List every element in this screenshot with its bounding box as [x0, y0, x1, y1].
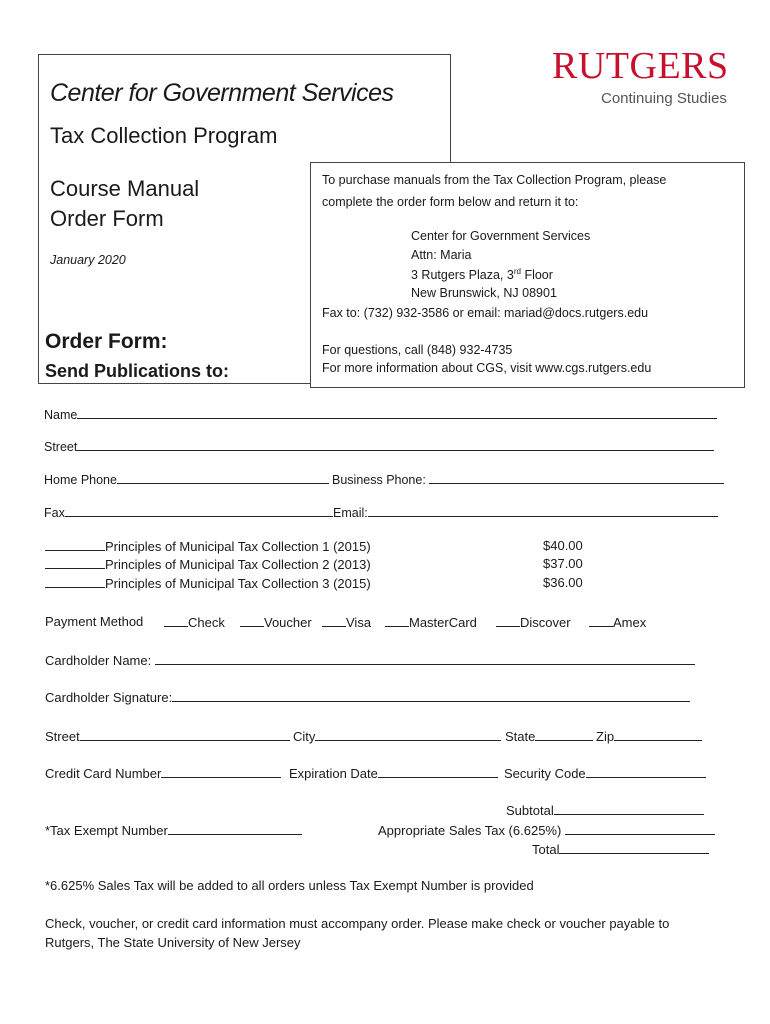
sales-tax-note: *6.625% Sales Tax will be added to all orders unless Tax Exempt Number is provided	[45, 878, 534, 893]
payment-discover-option[interactable]: Discover	[496, 614, 571, 630]
rutgers-logo: RUTGERS	[552, 45, 729, 87]
street-field[interactable]: Street	[44, 438, 714, 454]
card-state-field[interactable]: State	[505, 728, 593, 744]
intro-line1: To purchase manuals from the Tax Collection Program, please	[322, 173, 667, 187]
fax-field[interactable]: Fax	[44, 504, 333, 520]
payment-visa-option[interactable]: Visa	[322, 614, 371, 630]
payable-note-line1: Check, voucher, or credit card information must accompany order. Please make check or voucher payable to	[45, 916, 670, 931]
manual-title-line2: Order Form	[50, 206, 164, 231]
home-phone-field[interactable]: Home Phone	[44, 471, 329, 487]
card-city-field[interactable]: City	[293, 728, 501, 744]
card-zip-field[interactable]: Zip	[596, 728, 702, 744]
publication-item-1[interactable]: Principles of Municipal Tax Collection 1 (2015)	[45, 538, 371, 554]
address-line3: 3 Rutgers Plaza, 3rd Floor	[411, 267, 553, 283]
address-line4: New Brunswick, NJ 08901	[411, 286, 557, 300]
security-code-field[interactable]: Security Code	[504, 765, 706, 781]
payment-check-option[interactable]: Check	[164, 614, 225, 630]
date-label: January 2020	[50, 253, 126, 267]
expiration-date-field[interactable]: Expiration Date	[289, 765, 498, 781]
center-title: Center for Government Services	[50, 79, 394, 107]
publication-item-3[interactable]: Principles of Municipal Tax Collection 3 (2015)	[45, 575, 371, 591]
continuing-studies-label: Continuing Studies	[601, 90, 727, 107]
payment-mastercard-option[interactable]: MasterCard	[385, 614, 477, 630]
cardholder-signature-field[interactable]: Cardholder Signature:	[45, 689, 690, 705]
name-field[interactable]: Name	[44, 406, 717, 422]
tax-exempt-number-field[interactable]: *Tax Exempt Number	[45, 822, 302, 838]
publication-item-2[interactable]: Principles of Municipal Tax Collection 2 (2013)	[45, 556, 371, 572]
publication-price-3: $36.00	[543, 575, 583, 590]
publication-price-1: $40.00	[543, 538, 583, 553]
program-title: Tax Collection Program	[50, 123, 278, 148]
payment-amex-option[interactable]: Amex	[589, 614, 646, 630]
card-street-field[interactable]: Street	[45, 728, 290, 744]
card-number-field[interactable]: Credit Card Number	[45, 765, 281, 781]
email-field[interactable]: Email:	[333, 504, 718, 520]
send-publications-heading: Send Publications to:	[45, 361, 230, 381]
more-info-line: For more information about CGS, visit www.cgs.rutgers.edu	[322, 361, 652, 375]
business-phone-field[interactable]: Business Phone:	[332, 471, 724, 487]
subtotal-field[interactable]: Subtotal	[506, 802, 704, 818]
fax-email-line: Fax to: (732) 932-3586 or email: mariad@docs.rutgers.edu	[322, 306, 649, 320]
address-line2: Attn: Maria	[411, 248, 472, 262]
questions-line: For questions, call (848) 932-4735	[322, 343, 513, 357]
order-form-heading: Order Form:	[45, 330, 168, 353]
info-box	[310, 162, 745, 388]
sales-tax-field[interactable]: Appropriate Sales Tax (6.625%)	[378, 822, 715, 838]
payment-method-label: Payment Method	[45, 614, 144, 629]
payable-note-line2: Rutgers, The State University of New Jersey	[45, 935, 301, 950]
publication-price-2: $37.00	[543, 556, 583, 571]
payment-voucher-option[interactable]: Voucher	[240, 614, 312, 630]
total-field[interactable]: Total	[532, 841, 709, 857]
manual-title-line1: Course Manual	[50, 176, 200, 201]
intro-line2: complete the order form below and return it to:	[322, 195, 579, 209]
cardholder-name-field[interactable]: Cardholder Name:	[45, 652, 695, 668]
address-line1: Center for Government Services	[411, 229, 591, 243]
